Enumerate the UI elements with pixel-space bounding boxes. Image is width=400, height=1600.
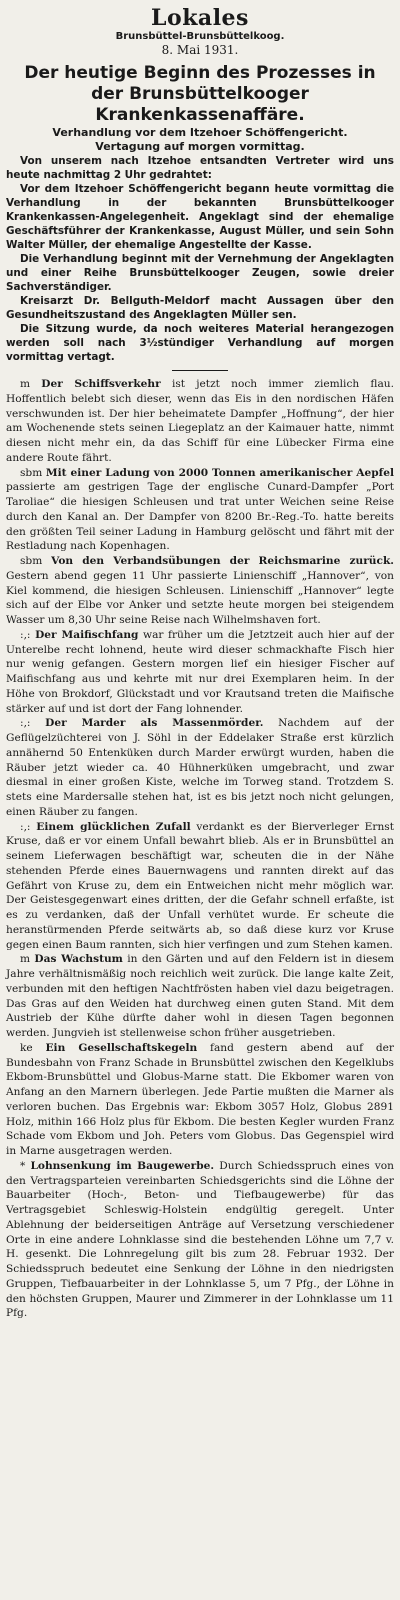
item-keyword: Der Marder als Massenmörder. [45, 717, 264, 730]
article-deck-1: Verhandlung vor dem Itzehoer Schöffengericht. [52, 126, 348, 139]
divider [172, 370, 228, 371]
news-item [6, 554, 394, 628]
lead-paragraph: Die Sitzung wurde, da noch weiteres Material herangezogen werden soll nach 3½stündiger Verhandlung auf morgen vormittag vertagt. [6, 323, 394, 363]
item-prefix: :,: [20, 820, 31, 833]
news-item [6, 1159, 394, 1321]
lead-paragraph: Die Verhandlung beginnt mit der Vernehmung der Angeklagten und einer Reihe Brunsbüttelkooger Zeugen, sowie dreier Sachverständiger. [6, 253, 394, 293]
news-item [6, 1041, 394, 1159]
item-text: Durch Schiedsspruch eines von den Vertragsparteien vereinbarten Schiedsgerichts sind die Löhne der Bauarbeiter (Hoch-, Beton- und Tiefbaugewerbe) für das Vertragsgebiet Schleswig-Holstein endgültig geregelt. Unter Ablehnung der beiderseitigen Anträge auf Versetzung verschiedener Orte in eine andere Lohnklasse sind die bestehenden Löhne um 7,7 v. H. gesenkt. Die Lohnregelung gilt bis zum 28. Februar 1932. Der Schiedsspruch bedeutet eine Senkung der Löhne in den niedrigsten Gruppen, Tiefbauarbeiter in der Lohnklasse 5, um 7 Pfg., der Löhne in den höchsten Gruppen, Maurer und Zimmerer in der Lohnklasse um 11 Pfg. [6, 1159, 394, 1320]
item-text: ist jetzt noch immer ziemlich flau. Hoffentlich belebt sich dieser, wenn das Eis in den nordischen Häfen verschwunden ist. Der hier beheimatete Dampfer „Hoffnung“, der hier am Wochenende stets seinen Liegeplatz an der Kaimauer hatte, nimmt diesen nicht mehr ein, da das Schiff für eine Lübecker Firma eine andere Route fährt. [6, 378, 395, 464]
news-item [6, 952, 394, 1041]
item-keyword: Lohnsenkung im Baugewerbe. [30, 1159, 215, 1172]
place-line: Brunsbüttel-Brunsbüttelkoog. [115, 31, 285, 42]
item-prefix: :,: [20, 717, 31, 730]
item-keyword: Der Schiffsverkehr [41, 378, 161, 390]
lead-paragraph: Kreisarzt Dr. Bellguth-Meldorf macht Aussagen über den Gesundheitszustand des Angeklagten Müller sen. [6, 295, 394, 321]
item-keyword: Der Maifischfang [35, 628, 139, 641]
item-text: Nachdem auf der Geflügelzüchterei von J. Söhl in der Eddelaker Straße erst kürzlich annähernd 50 Entenküken durch Marder erwürgt wurden, haben die Räuber jetzt wieder ca. 40 Hühnerküken umgebracht, und zwar diesmal in einer großen Kiste, welche im Torweg stand. Trotzdem S. stets eine Mardersalle stehen hat, ist es bis jetzt noch nicht gelungen, einen Räuber zu fangen. [6, 717, 394, 818]
date-line: 8. Mai 1931. [161, 43, 239, 57]
article-headline: Der heutige Beginn des Prozesses in der Brunsbüttelkooger Krankenkassenaffäre. [24, 63, 376, 125]
section-title: Lokales [151, 5, 249, 31]
article-deck-2: Vertagung auf morgen vormittag. [95, 140, 305, 153]
item-keyword: Mit einer Ladung von 2000 Tonnen amerikanischer Aepfel [45, 466, 394, 479]
news-item [6, 377, 394, 466]
item-prefix: ke [20, 1041, 33, 1054]
item-prefix: sbm [20, 466, 43, 479]
lead-article-body [6, 154, 394, 364]
item-text: verdankt es der Bierverleger Ernst Kruse, daß er vor einem Unfall bewahrt blieb. Als er in Brunsbüttel an seinem Lieferwagen beschäftigt war, scheuten die in der Nähe stehenden Pferde eines Bauernwagens und rannten direkt auf das Gefährt von Kruse zu, dem ein Entweichen nicht mehr möglich war. Der Geistesgegenwart eines dritten, der die Gefahr schnell erfaßte, ist es zu verdanken, daß der Unfall verhütet wurde. Er scheute die heranstürmenden Pferde seitwärts ab, so daß diese kurz vor Kruse gegen einen Baum rannten, sich hier verfingen und zum Stehen kamen. [6, 820, 394, 951]
item-prefix: :,: [20, 628, 31, 641]
news-item [6, 820, 394, 953]
item-text: in den Gärten und auf den Feldern ist in diesem Jahre verhältnismäßig noch reichlich weit zurück. Die lange kalte Zeit, verbunden mit den heftigen Nachtfrösten haben viel dazu beigetragen. Das Gras auf den Weiden hat durchweg einen guten Stand. Mit dem Austrieb der Kühe dürfte daher wohl in diesen Tagen begonnen werden. Jungvieh ist stellenweise schon früher ausgetrieben. [6, 953, 394, 1039]
item-prefix: m [20, 953, 31, 966]
item-prefix: m [20, 378, 31, 390]
item-text: fand gestern abend auf der Bundesbahn von Franz Schade in Brunsbüttel zwischen den Kegelklubs Ekbom-Brunsbüttel und Globus-Marne statt. Die Ekbomer waren von Anfang an den Marnern überlegen. Jede Partie mußten die Marner als verloren buchen. Das Ergebnis war: Ekbom 3057 Holz, Globus 2891 Holz, mithin 166 Holz plus für Ekbom. Die besten Kegler wurden Franz Schade vom Ekbom und Joh. Peters vom Globus. Das Gegenspiel wird in Marne ausgetragen werden. [6, 1041, 394, 1157]
local-notes [6, 377, 394, 1321]
item-text: war früher um die Jetztzeit auch hier auf der Unterelbe recht lohnend, heute wird dieser schmackhafte Fisch hier nur wenig gefangen. Gestern morgen lief ein hiesiger Fischer auf Maifischfang aus und kehrte mit nur drei Exemplaren heim. In der Höhe von Brokdorf, Glückstadt und vor Krautsand treten die Maifische stärker auf und ist dort der Fang lohnender. [6, 628, 395, 715]
news-item [6, 628, 394, 717]
item-keyword: Einem glücklichen Zufall [36, 820, 191, 833]
item-text: passierte am gestrigen Tage der englische Cunard-Dampfer „Port Taroliae“ die hiesigen Schleusen und trat unter Weichen seine Reise durch den Kanal an. Der Dampfer von 8200 Br.-Reg.-To. hatte bereits den größten Teil seiner Ladung in Hamburg gelöscht und fährt mit der Restladung nach Kopenhagen. [6, 481, 394, 553]
lead-paragraph: Vor dem Itzehoer Schöffengericht begann heute vormittag die Verhandlung in der bekannten Brunsbüttelkooger Krankenkassen-Angelegenheit. Angeklagt sind der ehemalige Geschäftsführer der Krankenkasse, August Müller, und sein Sohn Walter Müller, der ehemalige Angestellte der Kasse. [6, 183, 394, 251]
lead-paragraph: Von unserem nach Itzehoe entsandten Vertreter wird uns heute nachmittag 2 Uhr gedrahtet: [6, 155, 394, 181]
item-prefix: sbm [20, 555, 43, 567]
item-keyword: Das Wachstum [34, 953, 123, 966]
item-prefix: * [20, 1159, 26, 1172]
news-item [6, 466, 394, 555]
item-keyword: Ein Gesellschaftskegeln [45, 1041, 198, 1054]
item-keyword: Von den Verbandsübungen der Reichsmarine zurück. [51, 555, 394, 567]
news-item [6, 716, 394, 819]
item-text: Gestern abend gegen 11 Uhr passierte Linienschiff „Hannover“, von Kiel kommend, die hiesigen Schleusen. Linienschiff „Hannover“ legte sich auf der Elbe vor Anker und setzte heute morgen bei steigendem Wasser um 8,30 Uhr seine Reise nach Wilhelmshaven fort. [6, 569, 394, 626]
